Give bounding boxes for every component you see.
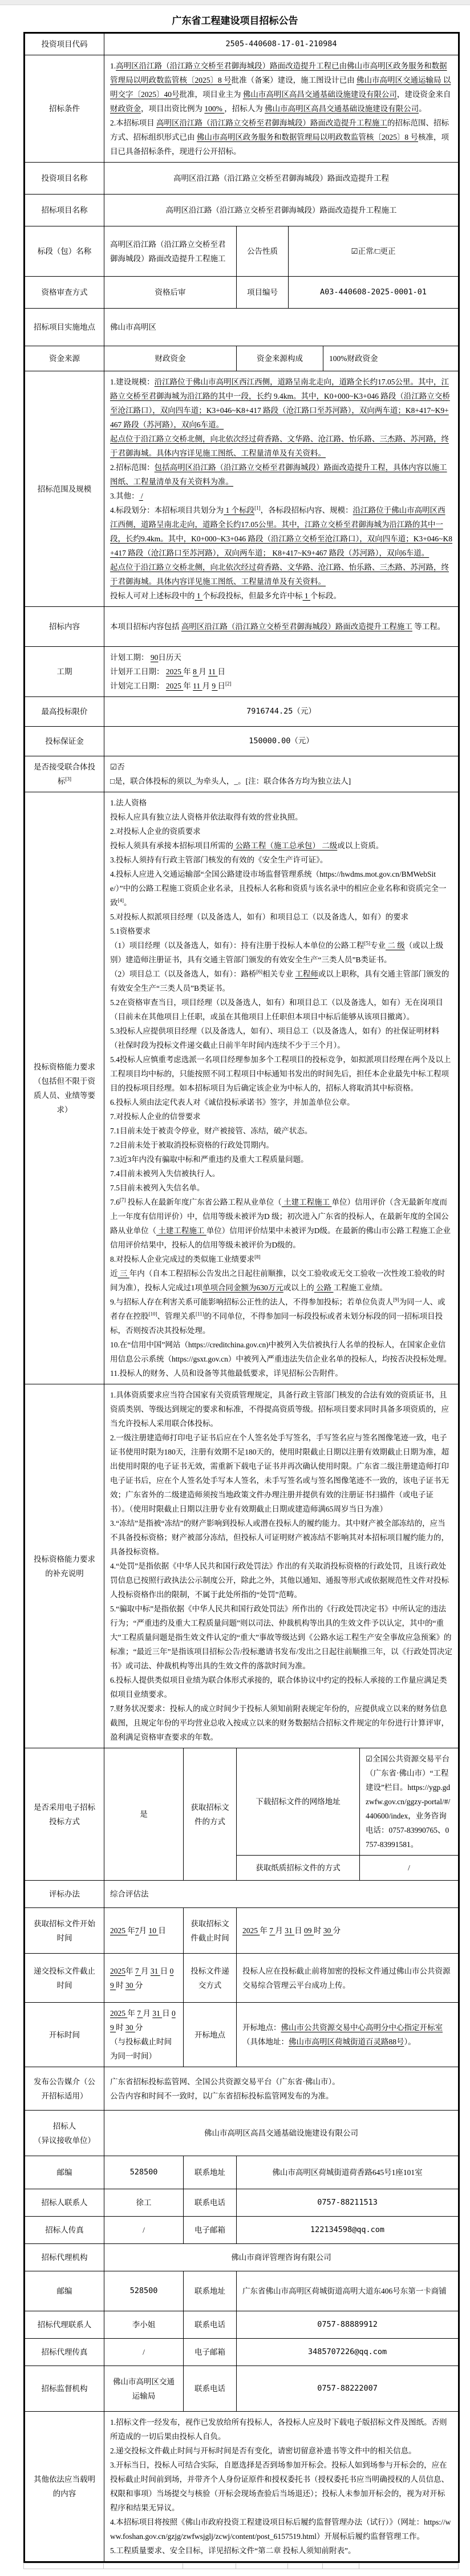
label-content: 招标内容	[25, 607, 104, 647]
label-location: 招标项目实施地点	[25, 309, 104, 346]
row-tender-conditions	[25, 55, 459, 163]
row-section	[25, 226, 459, 277]
label-notice-nature: 公告性质	[237, 226, 289, 277]
value-tel-2: 0757-88889912	[237, 2311, 459, 2339]
value-opening-time: 2025 年 7 月 31 日 09 时 30 分 （与投标截止时间为同一时间）	[104, 2003, 184, 2067]
label-funds-composition: 资金来源构成	[237, 346, 323, 371]
label-address-1: 联系地址	[184, 2156, 237, 2189]
row-price-limit	[25, 697, 459, 727]
row-funds	[25, 346, 459, 371]
row-qualification-review	[25, 277, 459, 309]
row-supervisor	[25, 2366, 459, 2412]
label-supervisor-tel: 联系电话	[184, 2366, 237, 2412]
value-funds: 财政资金	[104, 346, 237, 371]
label-opening-place: 开标地点	[184, 2003, 237, 2067]
row-tender-name	[25, 195, 459, 226]
label-fax-1: 招标人传真	[25, 2217, 104, 2244]
value-agency: 佛山市商评管理咨询有限公司	[104, 2244, 459, 2271]
value-duration: 计划工期： 90日历天 计划开工日期： 2025 年 8 月 11 日 计划完工日期： 2025 年 11 月 9 日[2]	[104, 647, 459, 697]
label-postcode-2: 邮编	[25, 2271, 104, 2311]
value-postcode-2: 528500	[104, 2271, 184, 2311]
label-consortium: 是否接受联合体投标[3]	[25, 756, 104, 792]
value-doc-start-time: 2025 年7月 10 日	[104, 1908, 184, 1954]
value-location: 佛山市高明区	[104, 309, 459, 346]
row-location	[25, 309, 459, 346]
row-contact-1	[25, 2189, 459, 2217]
stub-row	[24, 2563, 459, 2569]
row-fax-1	[25, 2217, 459, 2244]
label-qualification-requirements: 投标资格能力要求（包括但不限于资质人员、业绩等要求）	[25, 792, 104, 1384]
value-contact-2: 李小姐	[104, 2311, 184, 2339]
value-fax-2: /	[104, 2339, 184, 2366]
value-bid-bond: 150000.00（元）	[104, 727, 459, 756]
row-content	[25, 607, 459, 647]
row-project-code	[25, 33, 459, 55]
value-price-limit: 7916744.25（元）	[104, 697, 459, 727]
label-section: 标段（包）名称	[25, 226, 104, 277]
row-postcode-2	[25, 2271, 459, 2311]
value-content: 本项目招标内容包括 高明区沿江路（沿江路立交桥至君御海城段）路面改造提升工程施工 等工程。	[104, 607, 459, 647]
label-qualification-supplement: 投标资格能力要求的补充说明	[25, 1384, 104, 1748]
row-contact-2	[25, 2311, 459, 2339]
label-duration: 工期	[25, 647, 104, 697]
row-qualification-supplement	[25, 1384, 459, 1748]
value-qualification-supplement: 1.具体资质要求应当符合国家有关资质管理规定，具备行政主管部门核发的合法有效的资质证书，且资质类别、等级达到规定的要求和标准，不得提高资质等级。招标项目要求同时具备多项资质的，应当允许投标人采用联合体投标。 2.一级注册建造师打印电子证书后应在个人签名处手写签名，手写签名应与签名图像笔迹一致，电子证书使用时限为180天，注册有效期不足180天的，使用时限截止日期以注册有效期截止日期为准，超出使用时限的电子证书无效，需重新下载电子证书并再次确认使用时限。广东省二级注册建造师打印电子证书后，应在个人签名处手写本人签名，未手写签名或与签名图像笔迹不一致的，该电子证书无效；广东省外的二级建造师须按当地政策文件办理注册并提供有效的注册证书扫描件（或电子证书）。（使用时限截止日期以注册专业有效期截止日期或建造师满65周岁当日为准） 3.“冻结”是指被“冻结”的财产影响到投标人或潜在投标人的履约能力。其中财产被全部冻结的，应当不具备投标资格；财产被部分冻结，但投标人可证明财产被冻结不影响其对本招标项目履约能力的，具备投标资格。 4.“处罚”是指依据《中华人民共和国行政处罚法》作出的有关取消投标资格的行政处罚，且该行政处罚信息已按照行政执法公示制度公开，除此之外，其他以通知、通报等形式或依据规范性文件对投标人投标资格作出的限制，不属于此处所指的“处罚”范畴。 5.“骗取中标”是指依据《中华人民共和国行政处罚法》所作出的《行政处罚决定书》中所认定的违法行为；“严重违约及重大工程质量问题”则以司法、仲裁机构等出具的生效文件予以认定，其中的“重大”工程质量问题是指生效文件认定的“重大”事故等级达到《公路水运工程生产安全事故应急预案》的标准；“最近三年”是指该项目招标公告/投标邀请书发布/发出之日起往前顺推三年，以《行政处罚决定书》或司法、仲裁机构等出具的生效文件的落款时间为准。 6.投标人提供类似项目业绩为联合体形式承接的，联合体协议中约定的投标人承接的工作量应满足类似项目业绩要求。 7.财务状况要求：投标人的成立时间少于投标人须知前附表规定年份的，应提供成立以来的财务信息截图，且规定年份的平均营业总收入按成立以来的财务数据结合招标文件规定的年份进行计算评审，盈利满足资格审查要求的年数。	[104, 1384, 459, 1748]
value-tel-1: 0757-88211513	[237, 2189, 459, 2217]
label-download-address: 下载招标文件的网络地址	[237, 1748, 360, 1856]
value-scope: 1.建设规模：沿江路位于佛山市高明区西江西侧，道路呈南北走向，道路全长约17.05公里。其中，江路立交桥至君御海城为沿江路的其中一段，长约 9.4km。其中，K0+000~K3+046 路段（沿江路立交桥至沧江路口），双向四车道；K3+046~K8+417 路段（沧江路口至苏河路），双向两车道；K8+417~K9+467 路段（苏河路），双向6车道。 起点位于沿江路立交桥北侧，向北依次经过荷香路、文华路、沧江路、怡乐路、三杰路、苏河路，终于君御海城。具体内容详见施工图纸、工程量清单及有关资料。 2.招标范围：包括高明区沿江路（沿江路立交桥至君御海城段）路面改造提升工程，具体内容以施工图纸、工程量清单及有关资料为准。 3.其他： / 4.标段划分：本招标项目共划分为 1 个标段[1]，各标段招标内容、规模：沿江路位于佛山市高明区西江西侧，道路呈南北走向，道路全长约17.05公里。其中，江路立交桥至君御海城为沿江路的其中一段，长约9.4km。其中，K0+000~K3+046 路段（沿江路立交桥至沧江路口），双向四车道；K3+046~K8+417 路段（沧江路口至苏河路），双向两车道； K8+417~K9+467 路段（苏河路），双向6车道。 起点位于沿江路立交桥北侧，向北依次经过荷香路、文华路、沧江路、怡乐路、三杰路、苏河路，终于君御海城。具体内容详见施工图纸、工程量清单及有关资料。 投标人可对上述标段中的 1 个标段投标，但最多允许中标 1 个标段。	[104, 371, 459, 607]
label-opening-time: 开标时间	[25, 2003, 104, 2067]
value-paper-doc: /	[360, 1856, 459, 1881]
row-agency	[25, 2244, 459, 2271]
value-media: 广东省招标投标监管网、全国公共资源交易平台（广东省·佛山市）。 公告内容和时间不一致时，以广东省招标投标监管网发布的为准。	[104, 2067, 459, 2111]
label-invest-name: 投资项目名称	[25, 163, 104, 195]
row-qualification-requirements	[25, 792, 459, 1384]
row-tenderer	[25, 2111, 459, 2156]
value-address-2: 广东省佛山市高明区荷城街道高明大道东406号东第一卡商铺	[237, 2271, 459, 2311]
label-e-bidding: 是否采用电子招标投标方式	[25, 1748, 104, 1881]
row-media	[25, 2067, 459, 2111]
footer-stub-row	[23, 2563, 459, 2569]
value-tenderer: 佛山市高明区高昌交通基础设施建设有限公司	[104, 2111, 459, 2156]
label-bid-bond: 投标保证金	[25, 727, 104, 756]
value-submit-method: 投标人应在投标截止前将加密的投标文件通过佛山市公共资源交易综合管理云平台成功上传。	[237, 1954, 459, 2003]
row-consortium	[25, 756, 459, 792]
label-postcode-1: 邮编	[25, 2156, 104, 2189]
value-qualification-requirements: 1.法人资格 投标人应具有独立法人资格并依法取得有效的营业执照。 2.对投标人企业的资质要求 投标人须具有承接本招标项目所需的 公路工程（施工总承包） 二级或以上资质。 3.投标人须持有行政主管部门核发的有效的《安全生产许可证》。 4.投标人应进入交通运输部“全国公路建设市场监督管理系统（https://hwdms.mot.gov.cn/BMWebSite/）”中的公路工程施工资质企业名录，且投标人名称和资质与该名录中的相应企业名称和资质完全一致[4]。 5.对投标人拟派项目经理（以及备选人，如有）和项目总工（以及备选人，如有）的要求 5.1资格要求 （1）项目经理（以及备选人，如有）：持有注册于投标人本单位的公路工程[5]专业 二 级（或以上级别）建造师注册证书，具有交通主管部门颁发的有效安全生产“三类人员”B类证书。 （2）项目总工（以及备选人，如有）：路桥[6]相关专业 工程师或以上职称，具有交通主管部门颁发的有效安全生产“三类人员”B类证书。 5.2在资格审查当日，项目经理（以及备选人，如有）和项目总工（以及备选人，如有）无在岗项目（目前未在其他项目上任职，或虽在其他项目上任职但本项目中标后能够从该项目撤离）。 5.3投标人应提供项目经理（以及备选人，如有）、项目总工（以及备选人，如有）的社保证明材料（社保时段为投标文件递交截止日前半年时间内连续不少于三个月）。 5.4投标人应慎重考虑选派一名项目经理参加多个工程项目的投标竞争，如拟派项目经理在两个及以上工程项目均中标的，只能按照不同工程项目中标通知书发出的时间先后，担任本企业最先中标工程项目的投标项目经理。如本招标项目为后确定该企业为中标人的，招标人将取消其中标资格。 6.投标人须由法定代表人对《诚信投标承诺书》签字，并加盖单位公章。 7.对投标人企业的信誉要求 7.1目前未处于被责令停业，财产被接管、冻结，破产状态。 7.2目前未处于被取消投标资格的行政处罚期内。 7.3近3年内没有骗取中标和严重违约及重大工程质量问题。 7.4目前未被列入失信被执行人。 7.5目前未被列入失信名单。 7.6[7] 投标人在最新年度广东省公路工程从业单位（ 土建工程施工 单位）信用评价（含无最新年度而上一年度有信用评价）中，信用等级未被评为D 级；初次进入广东省的投标人，在最新年度的全国公路从业单位（ 土建工程施工 单位）信用评价结果中未被评为D级。在最新的佛山市公路工程施工企业信用评价结果中，投标人的信用等级未被评价为D级的。 8.对投标人企业完成过的类似施工业绩要求[8] 近 三 年内（自本工程招标公告发出之日起往前顺推，以交工验收或无交工验收一次性竣工验收的时间为准），投标人完成过1项单项合同金额为630万元或以上的 公路 工程施工业绩。 9.与招标人存在利害关系可能影响招标公正性的法人，不得参加投标；若单位负责人[9]为同一人、或者存在控股[10]、管理关系[11]的不同单位，不得参加同一标段投标或者未划分标段的同一招标项目投标，否则按否决其投标处理。 10.在“信用中国”网站（https://creditchina.gov.cn)中被列入失信被执行人名单的投标人，在国家企业信用信息公示系统（https://gsxt.gov.cn）中被列入严重违法失信企业名单的投标人，均按否决投标处理。 11.投标人的财务、人员和设备等其他最低要求，详见招标公告附件。	[104, 792, 459, 1384]
page-title: 广东省工程建设项目招标公告	[172, 15, 298, 26]
label-paper-doc: 获取纸质招标文件的方式	[237, 1856, 360, 1881]
value-download-address: ☑全国公共资源交易平台（广东省·佛山市）“工程建设”栏目。https://ygp.gdzwfw.gov.cn/ggzy-portal/#/440600/index，业务咨询电话：0757-83990765、0757-83991581。	[360, 1748, 459, 1856]
value-project-code: 2505-440608-17-01-210984	[104, 33, 459, 55]
browser-top-strip	[0, 0, 470, 5]
label-scope: 招标范围及规模	[25, 371, 104, 607]
label-funds: 资金来源	[25, 346, 104, 371]
value-doc-end-time: 2025 年 7 月 31 日 09 时 30 分	[237, 1908, 459, 1954]
tender-announcement-table	[23, 32, 460, 2563]
value-fax-1: /	[104, 2217, 184, 2244]
value-postcode-1: 528500	[104, 2156, 184, 2189]
row-other	[25, 2412, 459, 2562]
value-qualification-review: 资格后审	[104, 277, 237, 309]
label-project-code: 投资项目代码	[25, 33, 104, 55]
label-submit-deadline: 递交投标文件截止时间	[25, 1954, 104, 2003]
label-tel-2: 联系电话	[184, 2311, 237, 2339]
value-supervisor: 佛山市高明区交通运输局	[104, 2366, 184, 2412]
label-contact-2: 招标代理联系人	[25, 2311, 104, 2339]
label-other: 其他依法应当载明的内容	[25, 2412, 104, 2562]
label-tenderer: 招标人 （异议接收单位）	[25, 2111, 104, 2156]
label-tender-name: 招标项目名称	[25, 195, 104, 226]
row-postcode-1	[25, 2156, 459, 2189]
value-e-bidding: 是	[104, 1748, 184, 1881]
label-doc-obtain-method: 获取招标文件的方式	[184, 1748, 237, 1881]
value-consortium: ☑否 □是，联合体投标的须以_为牵头人，_。[注：联合体各方均为独立法人]	[104, 756, 459, 792]
row-duration	[25, 647, 459, 697]
label-project-number: 项目编号	[237, 277, 289, 309]
value-notice-nature: ☑正常/□更正	[289, 226, 459, 277]
value-project-number: A03-440608-2025-0001-01	[289, 277, 459, 309]
value-evaluation: 综合评估法	[104, 1881, 459, 1908]
row-scope	[25, 371, 459, 607]
row-doc-time	[25, 1908, 459, 1954]
value-email-2: 3485707226@qq.com	[237, 2339, 459, 2366]
value-opening-place: 开标地点：佛山市公共资源交易中心高明分中心指定开标室（具体地址：佛山市高明区荷城街道百灵路88号）。	[237, 2003, 459, 2067]
label-doc-start-time: 获取招标文件开始时间	[25, 1908, 104, 1954]
label-qualification-review: 资格审查方式	[25, 277, 104, 309]
value-tender-name: 高明区沿江路（沿江路立交桥至君御海城段）路面改造提升工程施工	[104, 195, 459, 226]
label-fax-2: 招标代理传真	[25, 2339, 104, 2366]
value-tender-conditions: 1.高明区沿江路（沿江路立交桥至君御海城段）路面改造提升工程已由佛山市高明区政务服务和数据管理局以明政数监管核〔2025〕8 号批准（备案）建设，施工图设计已由 佛山市高明区交通运输局 以 明交字〔2025〕40号批准，项目业主为 佛山市高明区高昌交通基础设施建设有限公司，建设资金来自 财政资金，项目出资比例为 100% ，招标人为 佛山市高明区高昌交通基础设施建设有限公司。 2.本招标项目 高明区沿江路（沿江路立交桥至君御海城段）路面改造提升工程施工的招标范围、招标方式、招标组织形式已由 佛山市高明区政务服务和数据管理局以明政数监管核〔2025〕8 号核准，项目已具备招标条件，现进行公开招标。	[104, 55, 459, 163]
label-tender-conditions: 招标条件	[25, 55, 104, 163]
label-media: 发布公告媒介（公开招标适用）	[25, 2067, 104, 2111]
label-email-1: 电子邮箱	[184, 2217, 237, 2244]
label-price-limit: 最高投标限价	[25, 697, 104, 727]
value-section: 高明区沿江路（沿江路立交桥至君御海城段）路面改造提升工程施工	[104, 226, 237, 277]
row-e-bidding	[25, 1748, 459, 1856]
label-doc-end-time: 获取招标文件截止时间	[184, 1908, 237, 1954]
value-other: 1.招标文件一经发布，视作已发放给所有投标人，各投标人应及时下载电子版招标文件及图纸。否则所造成的一切后果由投标人自负。 2.递交投标文件截止时间与开标时间是否有变化，请密切留意补遗书等文件中的相关信息。 3.开标当日，投标人可结合实际，自愿选择是否到场参加开标会。投标人如到场参与开标会的，应在投标截止时间前到场，并带齐个人身份证原件和授权委托书（授权委托书应当明确授权的人员信息、权限和事项）当场提交与核验（开标会现场查验后当场退还）；投标人未参加开标会的，视为对开标程序和结果无异议。 4.本招标项目将按照《佛山市政府投资工程建设项目标后履约监督管理办法（试行）》（网址：https://www.foshan.gov.cn/gzjg/zwfwsjglj/zcwj/content/post_6157519.html）开展标后履约监督管理工作。 5.工程质量要求、安全目标，详见招标文件“第二章 投标人须知前附表”。	[104, 2412, 459, 2562]
value-supervisor-tel: 0757-88222007	[237, 2366, 459, 2412]
value-contact-1: 徐工	[104, 2189, 184, 2217]
value-invest-name: 高明区沿江路（沿江路立交桥至君御海城段）路面改造提升工程	[104, 163, 459, 195]
label-submit-method: 投标文件递交方式	[184, 1954, 237, 2003]
value-address-1: 佛山市高明区荷城街道荷香路645号1座101室	[237, 2156, 459, 2189]
row-invest-name	[25, 163, 459, 195]
label-email-2: 电子邮箱	[184, 2339, 237, 2366]
row-bid-bond	[25, 727, 459, 756]
label-contact-1: 招标人联系人	[25, 2189, 104, 2217]
row-submit-deadline	[25, 1954, 459, 2003]
row-opening	[25, 2003, 459, 2067]
label-tel-1: 联系电话	[184, 2189, 237, 2217]
label-evaluation: 评标办法	[25, 1881, 104, 1908]
label-supervisor: 招标监督机构	[25, 2366, 104, 2412]
label-agency: 招标代理机构	[25, 2244, 104, 2271]
value-funds-composition: 100%财政资金	[323, 346, 459, 371]
row-fax-2	[25, 2339, 459, 2366]
label-address-2: 联系地址	[184, 2271, 237, 2311]
value-submit-deadline: 2025年 7 月 31 日 09 时 30 分	[104, 1954, 184, 2003]
value-email-1: 122134598@qq.com	[237, 2217, 459, 2244]
row-evaluation	[25, 1881, 459, 1908]
